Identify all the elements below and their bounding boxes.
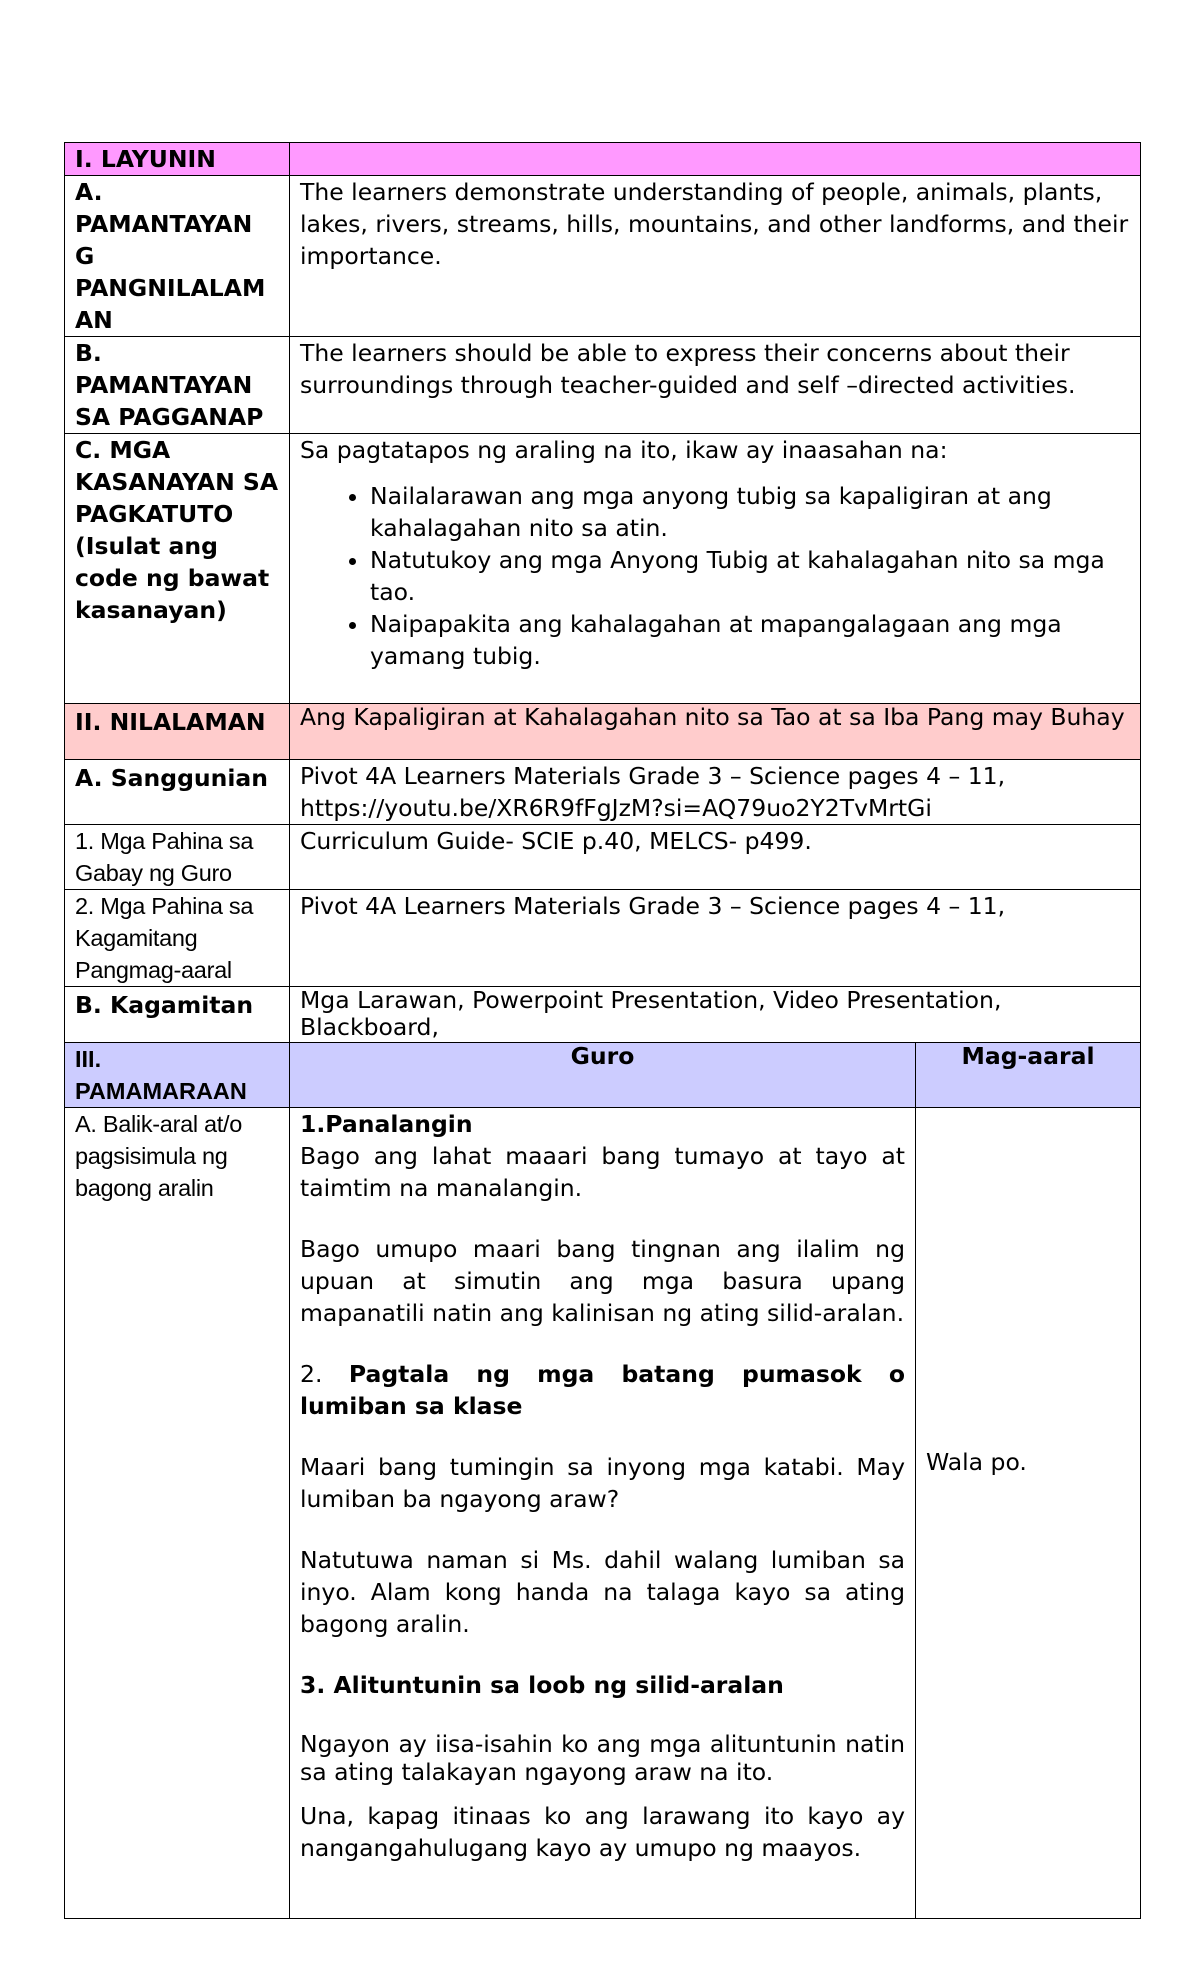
layunin-heading: I. LAYUNIN xyxy=(65,143,290,176)
kagamitan-text: Mga Larawan, Powerpoint Presentation, Video Presentation, Blackboard, xyxy=(290,987,1141,1043)
natutuwa-text: Natutuwa naman si Ms. dahil walang lumiban sa inyo. Alam kong handa na talaga kayo sa ating bagong aralin. xyxy=(300,1546,905,1638)
nilalaman-heading: II. NILALAMAN xyxy=(65,704,290,760)
sanggunian-content xyxy=(290,760,1141,825)
gabay-guro-label: 1. Mga Pahina sa Gabay ng Guro xyxy=(65,825,290,890)
kagamitang-mag-aaral-text: Pivot 4A Learners Materials Grade 3 – Science pages 4 – 11, xyxy=(290,890,1141,987)
kasanayan-row xyxy=(65,434,1141,704)
kagamitang-mag-aaral-row xyxy=(65,890,1141,987)
panalangin-text: Bago ang lahat maaari bang tumayo at tayo at taimtim na manalangin. xyxy=(300,1142,905,1202)
pamamaraan-header-row xyxy=(65,1043,1141,1108)
kagamitang-mag-aaral-label: 2. Mga Pahina sa Kagamitang Pangmag-aaral xyxy=(65,890,290,987)
balik-aral-label: A. Balik-aral at/o pagsisimula ng bagong aralin xyxy=(65,1108,290,1919)
gabay-guro-row xyxy=(65,825,1141,890)
una-text: Una, kapag itinaas ko ang larawang ito kayo ay nangangahulugang kayo ay umupo ng maayos. xyxy=(300,1802,905,1862)
kasanayan-item: • Natutukoy ang mga Anyong Tubig at kahalagahan nito sa mga tao. xyxy=(370,544,1130,608)
pamantayan-pagganap-row xyxy=(65,337,1141,434)
nilalaman-text: Ang Kapaligiran at Kahalagahan nito sa Tao at sa Iba Pang may Buhay xyxy=(290,704,1141,760)
mag-aaral-response: Wala po. xyxy=(926,1448,1027,1476)
sanggunian-link[interactable]: https://youtu.be/XR6R9fFgJzM?si=AQ79uo2Y2TvMrtGi xyxy=(300,794,932,822)
panalangin-title: 1.Panalangin xyxy=(300,1110,473,1138)
kagamitan-row xyxy=(65,987,1141,1043)
layunin-header-blank xyxy=(290,143,1141,176)
sanggunian-text: Pivot 4A Learners Materials Grade 3 – Science pages 4 – 11, xyxy=(300,762,1006,790)
gabay-guro-text: Curriculum Guide- SCIE p.40, MELCS- p499. xyxy=(290,825,1141,890)
pamantayan-pangnilalaman-row xyxy=(65,176,1141,337)
pamantayan-pagganap-text: The learners should be able to express their concerns about their surroundings through teacher-guided and self –directed activities. xyxy=(290,337,1141,434)
alituntunin-title: 3. Alituntunin sa loob ng silid-aralan xyxy=(300,1671,784,1699)
pamantayan-pangnilalaman-label: A. PAMANTAYAN G PANGNILALAM AN xyxy=(65,176,290,337)
upuan-text: Bago umupo maari bang tingnan ang ilalim ng upuan at simutin ang mga basura upang mapanatili natin ang kalinisan ng ating silid-aralan. xyxy=(300,1235,905,1327)
pamantayan-pangnilalaman-text: The learners demonstrate understanding of people, animals, plants, lakes, rivers, streams, hills, mountains, and other landforms, and their importance. xyxy=(290,176,1141,337)
balik-aral-guro xyxy=(290,1108,916,1919)
kasanayan-item: • Nailalarawan ang mga anyong tubig sa kapaligiran at ang kahalagahan nito sa atin. xyxy=(370,480,1130,544)
pamantayan-pagganap-label: B. PAMANTAYAN SA PAGGANAP xyxy=(65,337,290,434)
katabi-text: Maari bang tumingin sa inyong mga katabi. May lumiban ba ngayong araw? xyxy=(300,1453,905,1513)
kasanayan-intro: Sa pagtatapos ng araling na ito, ikaw ay inaasahan na: xyxy=(300,436,948,464)
balik-aral-mag-aaral xyxy=(916,1108,1141,1919)
col-guro-heading: Guro xyxy=(290,1043,916,1108)
kagamitan-label: B. Kagamitan xyxy=(65,987,290,1043)
layunin-header-row xyxy=(65,143,1141,176)
col-mag-aaral-heading: Mag-aaral xyxy=(916,1043,1141,1108)
lesson-plan-table xyxy=(64,142,1141,1919)
pamamaraan-heading: III. PAMAMARAAN xyxy=(65,1043,290,1108)
alituntunin-text: Ngayon ay iisa-isahin ko ang mga alituntunin natin sa ating talakayan ngayong araw na ito. xyxy=(300,1730,905,1786)
kasanayan-item: • Naipapakita ang kahalagahan at mapangalagaan ang mga yamang tubig. xyxy=(370,608,1130,672)
kasanayan-list xyxy=(300,480,1130,672)
kasanayan-content xyxy=(290,434,1141,704)
balik-aral-row xyxy=(65,1108,1141,1919)
kasanayan-label: C. MGA KASANAYAN SA PAGKATUTO (Isulat ang code ng bawat kasanayan) xyxy=(65,434,290,704)
nilalaman-row xyxy=(65,704,1141,760)
sanggunian-row xyxy=(65,760,1141,825)
sanggunian-label: A. Sanggunian xyxy=(65,760,290,825)
pagtala-heading: 2. Pagtala ng mga batang pumasok o lumiban sa klase xyxy=(300,1360,905,1420)
